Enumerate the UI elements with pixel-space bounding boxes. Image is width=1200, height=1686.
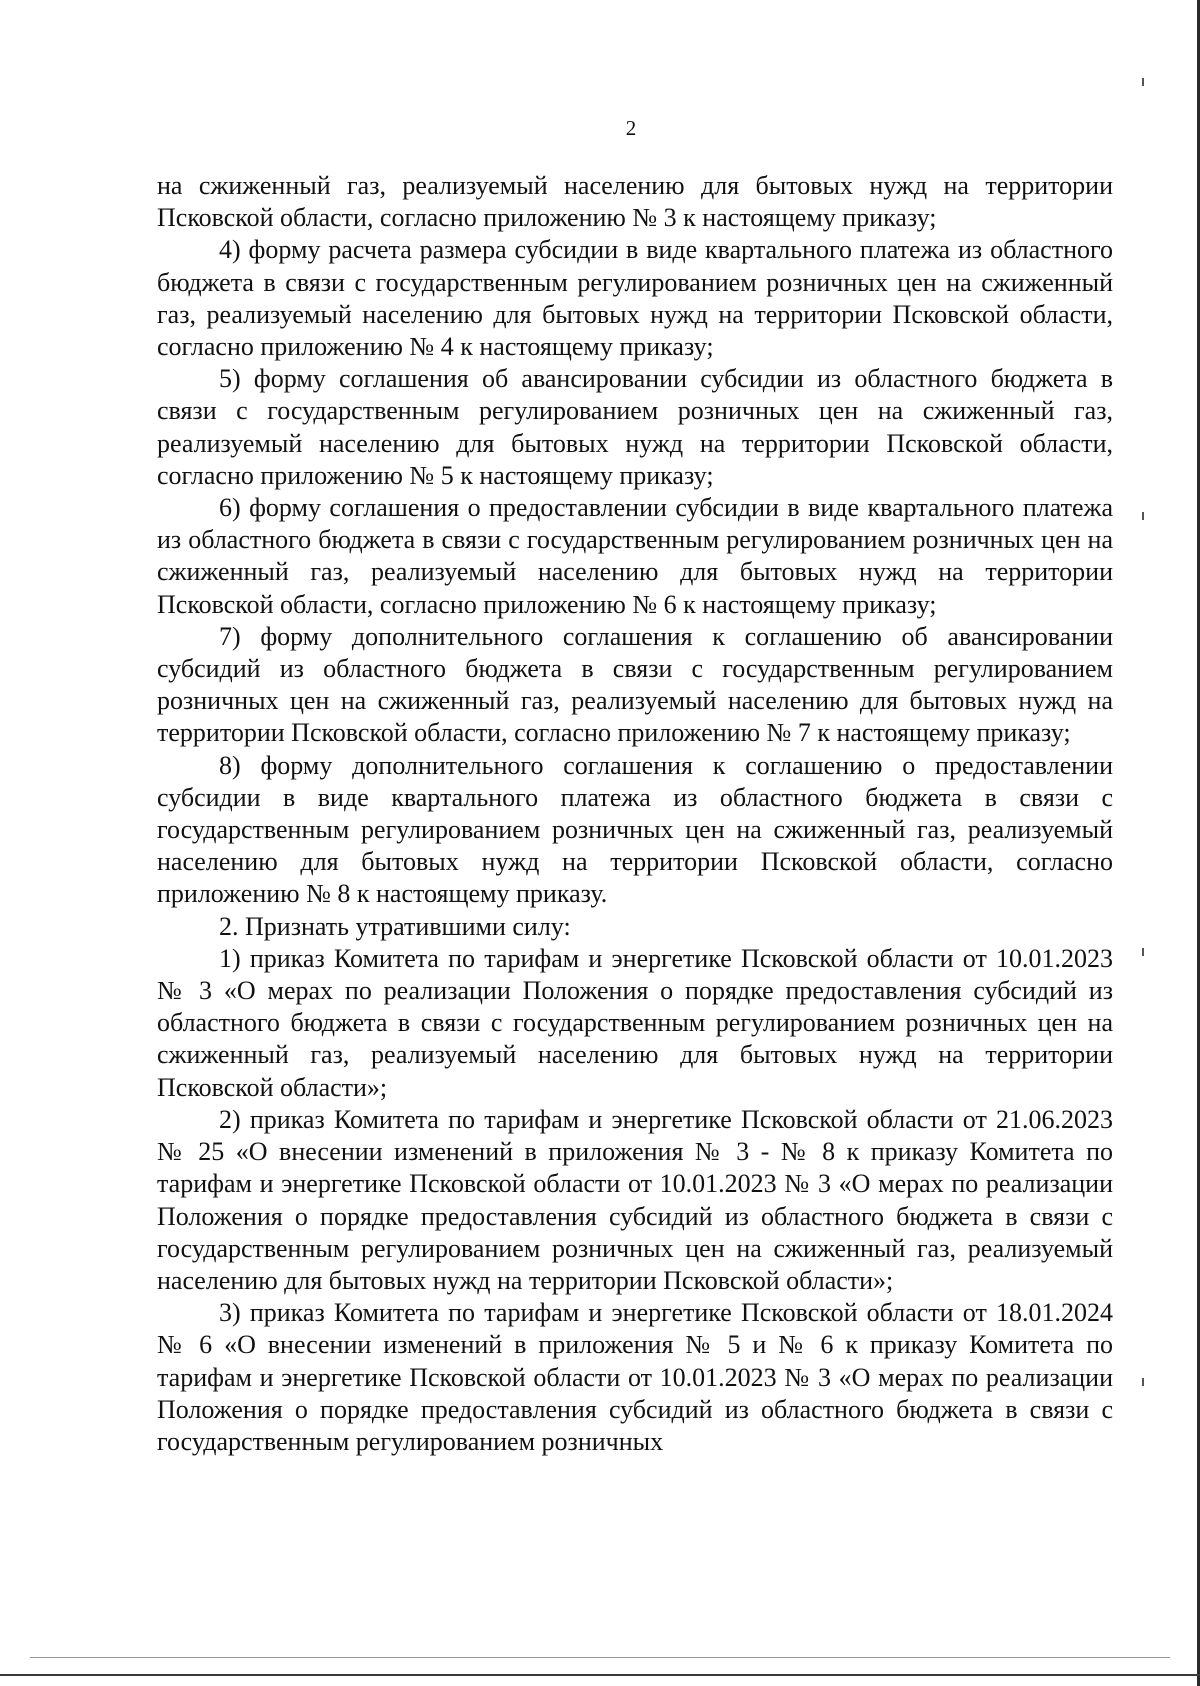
paragraph-4: 6) форму соглашения о предоставлении субсидии в виде квартального платежа из областного бюджета в связи с государственным регулированием розничных цен на сжиженный газ, реализуемый населению для бытовых нужд на территории Псковской области, согласно приложению № 6 к настоящему приказу; [157, 493, 1113, 619]
document-body [157, 170, 1113, 1458]
paragraph-6: 8) форму дополнительного соглашения к соглашению о предоставлении субсидии в виде квартального платежа из областного бюджета в связи с государственным регулированием розничных цен на сжиженный газ, реализуемый населению для бытовых нужд на территории Псковской области, согласно приложению № 8 к настоящему приказу. [157, 750, 1113, 909]
page-number: 2 [625, 116, 637, 140]
scan-speck [1142, 948, 1144, 956]
scan-speck [1142, 512, 1144, 520]
paragraph-2: 4) форму расчета размера субсидии в виде квартального платежа из областного бюджета в связи с государственным регулированием розничных цен на сжиженный газ, реализуемый населению для бытовых нужд на территории Псковской области, согласно приложению № 4 к настоящему приказу; [157, 235, 1113, 362]
paragraph-5: 7) форму дополнительного соглашения к соглашению об авансировании субсидий из областного бюджета в связи с государственным регулированием розничных цен на сжиженный газ, реализуемый населению для бытовых нужд на территории Псковской области, согласно приложению № 7 к настоящему приказу; [157, 621, 1113, 748]
scan-speck [1142, 1378, 1144, 1386]
paragraph-10: 3) приказ Комитета по тарифам и энергетике Псковской области от 18.01.2024 № 6 «О внесении изменений в приложения № 5 и № 6 к приказу Комитета по тарифам и энергетике Псковской области от 10.01.2023 № 3 «О мерах по реализации Положения о порядке предоставления субсидий из областного бюджета в связи с государственным регулированием розничных [157, 1298, 1113, 1456]
scan-edge-bottom-faint [30, 1657, 1170, 1658]
paragraph-3: 5) форму соглашения об авансировании субсидии из областного бюджета в связи с государственным регулированием розничных цен на сжиженный газ, реализуемый населению для бытовых нужд на территории Псковской области, согласно приложению № 5 к настоящему приказу; [157, 364, 1113, 490]
scan-speck [1142, 78, 1144, 86]
paragraph-9: 2) приказ Комитета по тарифам и энергетике Псковской области от 21.06.2023 № 25 «О внесении изменений в приложения № 3 - № 8 к приказу Комитета по тарифам и энергетике Псковской области от 10.01.2023 № 3 «О мерах по реализации Положения о порядке предоставления субсидий из областного бюджета в связи с государственным регулированием розничных цен на сжиженный газ, реализуемый населению для бытовых нужд на территории Псковской области»; [157, 1104, 1113, 1295]
scan-edge-bottom [0, 1674, 1200, 1676]
paragraph-8: 1) приказ Комитета по тарифам и энергетике Псковской области от 10.01.2023 № 3 «О мерах по реализации Положения о порядке предоставления субсидий из областного бюджета в связи с государственным регулированием розничных цен на сжиженный газ, реализуемый населению для бытовых нужд на территории Псковской области»; [157, 943, 1113, 1102]
paragraph-7: 2. Признать утратившими силу: [219, 911, 571, 941]
paragraph-1: на сжиженный газ, реализуемый населению для бытовых нужд на территории Псковской области, согласно приложению № 3 к настоящему приказу; [157, 171, 1113, 233]
